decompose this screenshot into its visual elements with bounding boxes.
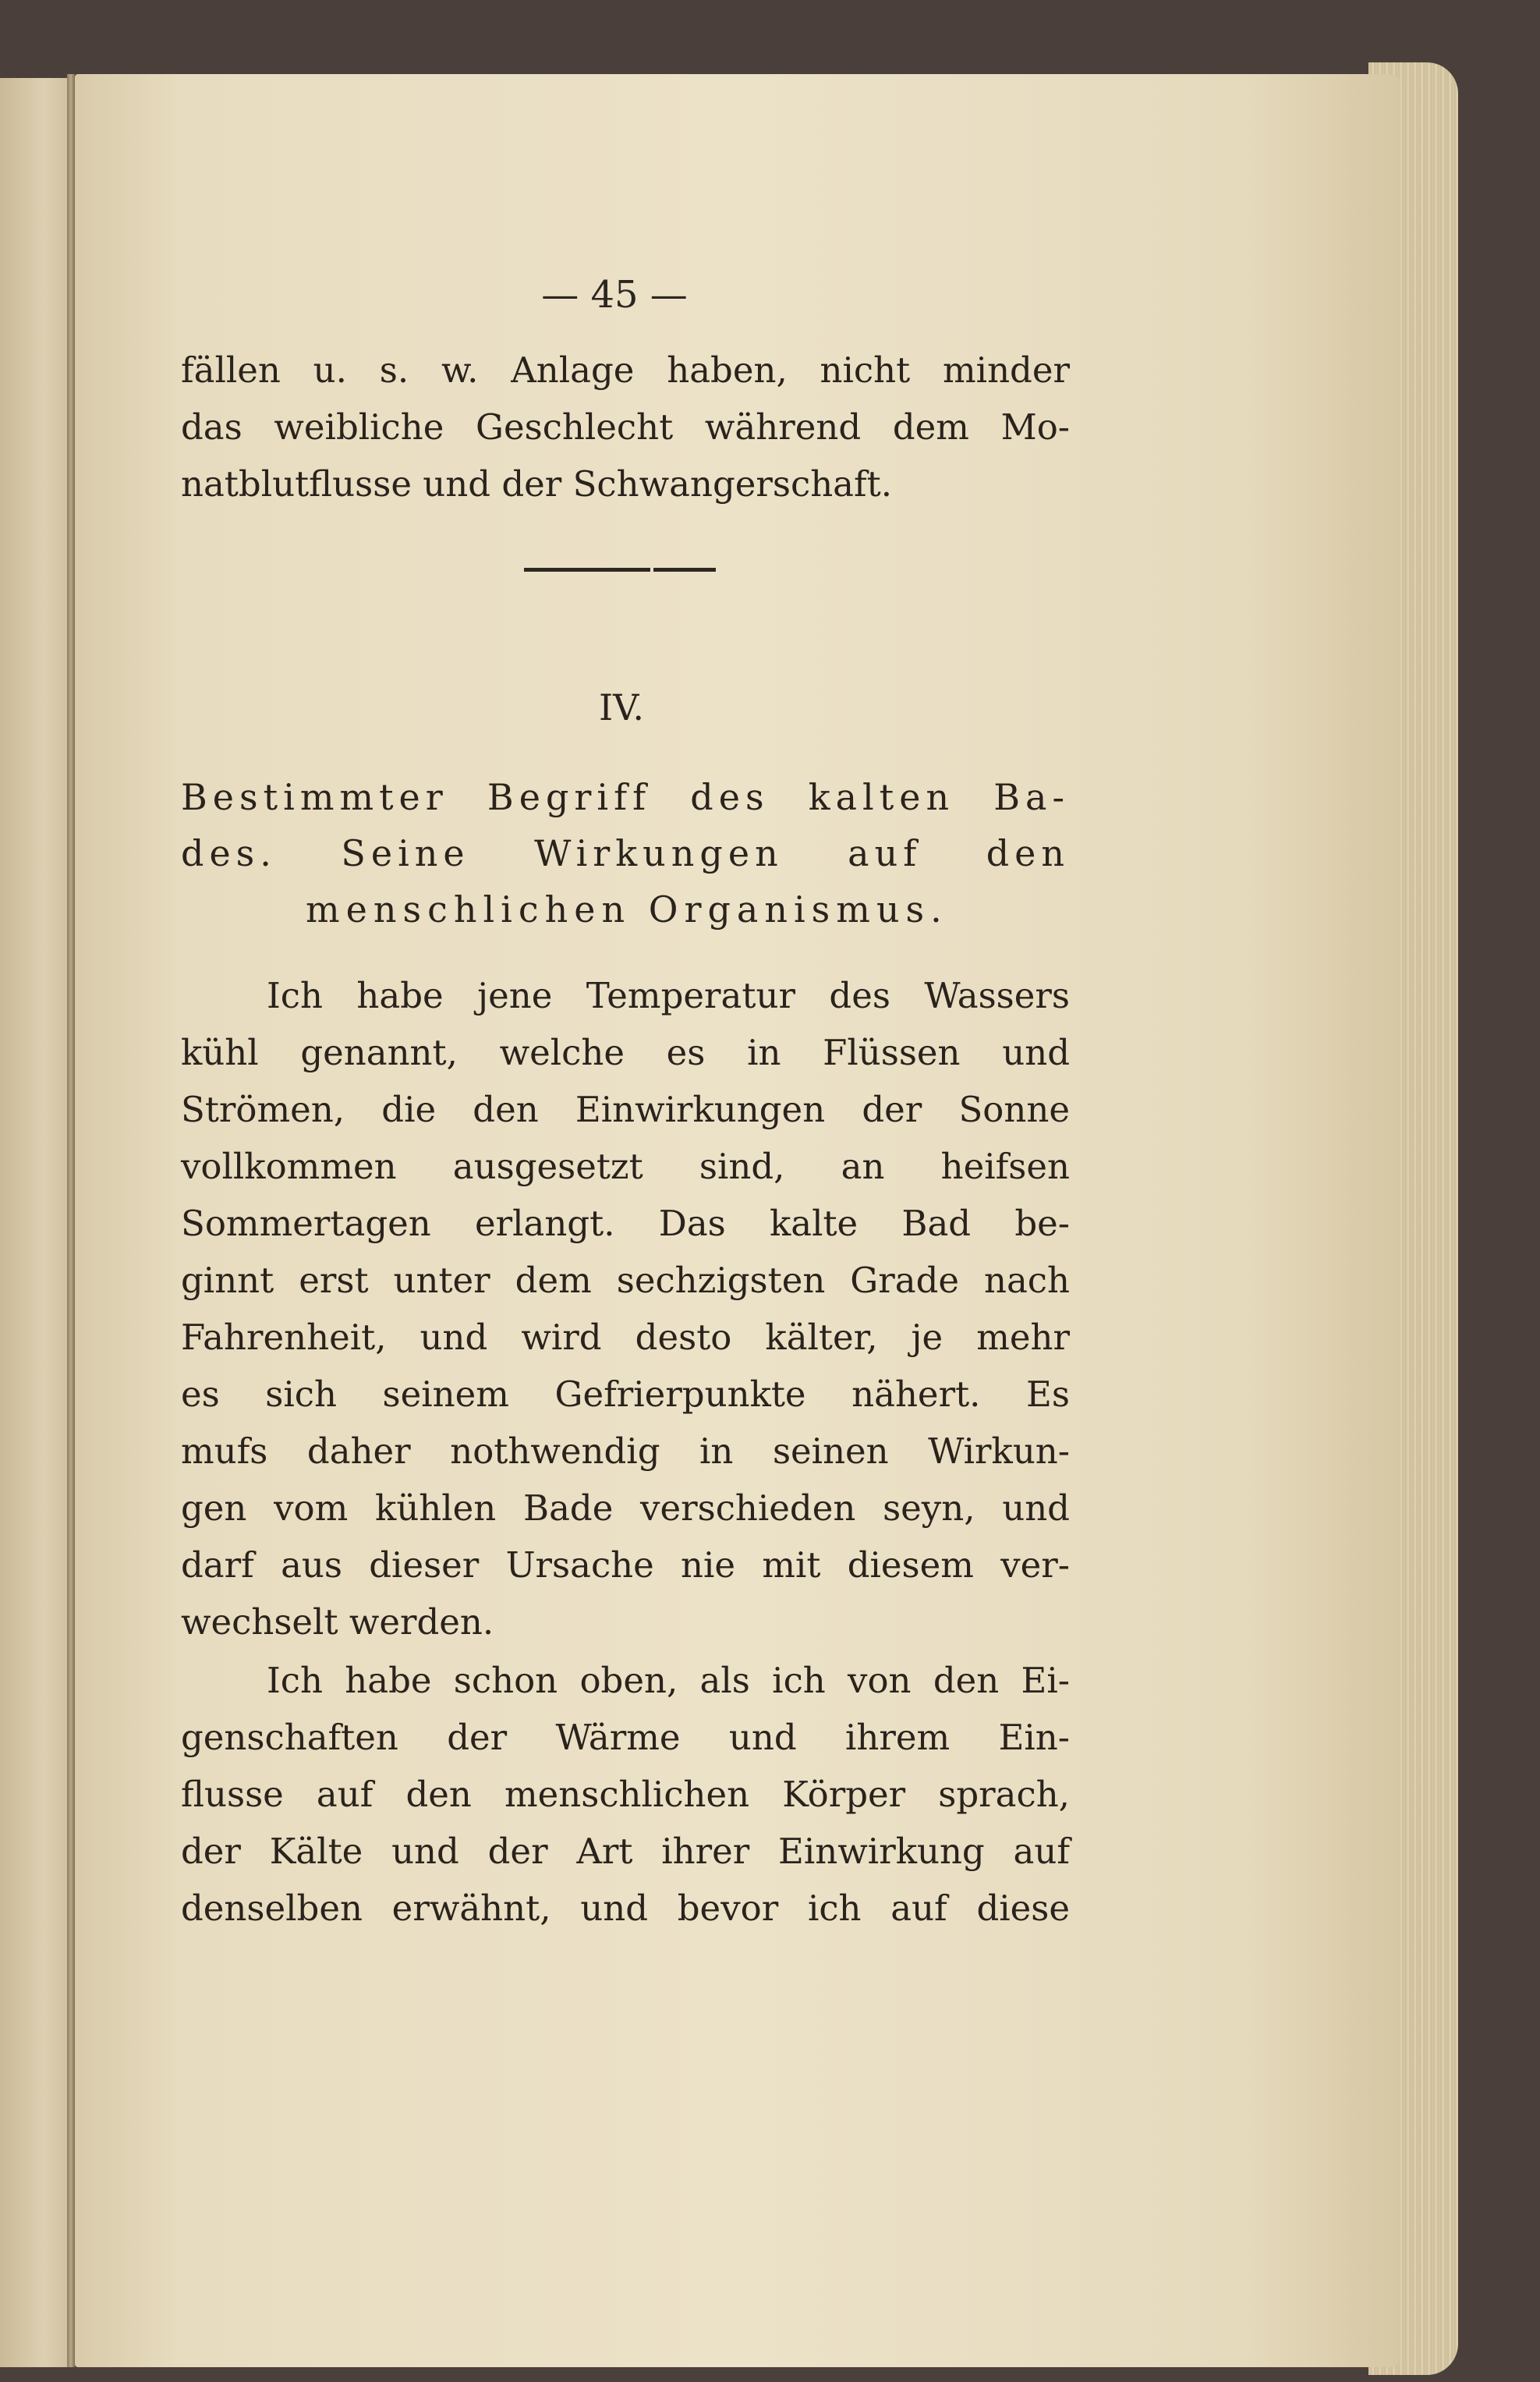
text-line: denselben erwähnt, und bevor ich auf diese xyxy=(181,1888,1070,1929)
text-line: fällen u. s. w. Anlage haben, nicht minder xyxy=(181,349,1070,391)
text-line: Fahrenheit, und wird desto kälter, je mehr xyxy=(181,1317,1070,1358)
section-divider-right xyxy=(653,568,716,572)
text-line: genschaften der Wärme und ihrem Ein- xyxy=(181,1717,1070,1758)
text-line: wechselt werden. xyxy=(181,1601,494,1643)
text-line: darf aus dieser Ursache nie mit diesem ver- xyxy=(181,1544,1070,1586)
title-line: des. Seine Wirkungen auf den xyxy=(181,832,1070,874)
text-line: Ich habe schon oben, als ich von den Ei- xyxy=(267,1660,1070,1701)
text-line: kühl genannt, welche es in Flüssen und xyxy=(181,1032,1070,1073)
text-line: gen vom kühlen Bade verschieden seyn, und xyxy=(181,1487,1070,1529)
left-page-edge xyxy=(0,78,74,2367)
text-line: das weibliche Geschlecht während dem Mo- xyxy=(181,406,1070,448)
text-line: vollkommen ausgesetzt sind, an heifsen xyxy=(181,1146,1070,1187)
text-line: natblutflusse und der Schwangerschaft. xyxy=(181,463,893,505)
title-line: Bestimmter Begriff des kalten Ba- xyxy=(181,776,1070,818)
paragraph-2 xyxy=(181,1652,1070,1937)
section-divider-left xyxy=(524,568,650,572)
top-text-block xyxy=(181,342,1070,512)
text-line: der Kälte und der Art ihrer Einwirkung auf xyxy=(181,1831,1070,1872)
text-line: flusse auf den menschlichen Körper sprach, xyxy=(181,1774,1070,1815)
book-gutter xyxy=(67,74,75,2367)
paragraph-1 xyxy=(181,967,1070,1650)
text-line: mufs daher nothwendig in seinen Wirkun- xyxy=(181,1430,1070,1472)
text-line: Strömen, die den Einwirkungen der Sonne xyxy=(181,1089,1070,1130)
text-line: ginnt erst unter dem sechzigsten Grade nach xyxy=(181,1260,1070,1301)
section-title xyxy=(181,769,1070,938)
title-line: menschlichen Organismus. xyxy=(306,888,948,930)
section-number: IV. xyxy=(599,686,644,728)
text-line: Sommertagen erlangt. Das kalte Bad be- xyxy=(181,1203,1070,1244)
text-line: es sich seinem Gefrierpunkte nähert. Es xyxy=(181,1374,1070,1415)
text-line: Ich habe jene Temperatur des Wassers xyxy=(267,975,1070,1016)
